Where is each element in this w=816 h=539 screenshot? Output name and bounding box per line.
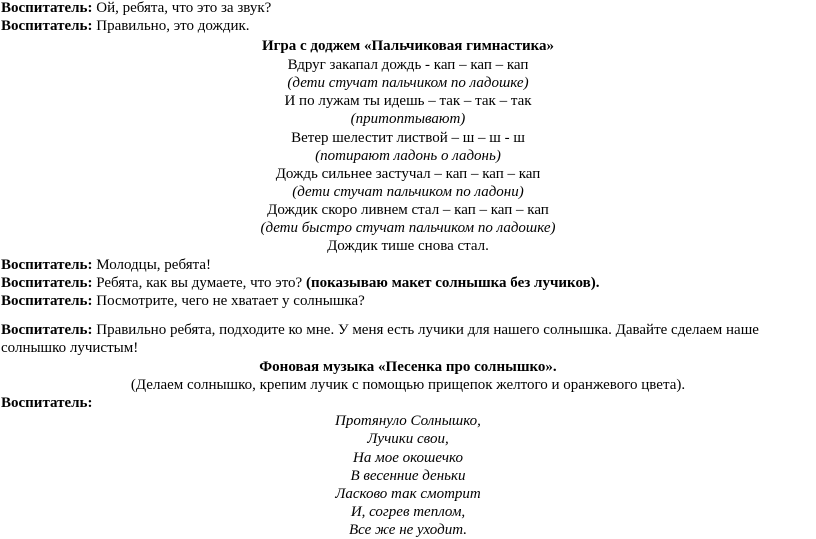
dialogue-line: Воспитатель: Ребята, как вы думаете, что это? (показываю макет солнышка без лучиков). — [1, 275, 600, 291]
speaker-label: Воспитатель: — [1, 322, 93, 338]
music-note: (Делаем солнышко, крепим лучик с помощью прищепок желтого и оранжевого цвета). — [130, 377, 686, 393]
poem-stage-direction: (дети стучат пальчиком по ладони) — [292, 184, 524, 200]
poem-line: И, согрев теплом, — [350, 504, 466, 520]
poem-line: На мое окошечко — [353, 450, 463, 466]
poem-line: И по лужам ты идешь – так – так – так — [284, 93, 532, 109]
speaker-label: Воспитатель: — [1, 18, 93, 34]
poem-line: В весенние деньки — [350, 468, 466, 484]
poem-stage-direction: (дети быстро стучат пальчиком по ладошке) — [260, 220, 556, 236]
dialogue-line: Воспитатель: Ой, ребята, что это за звук? — [1, 0, 272, 16]
poem-line: Лучики свои, — [367, 431, 449, 447]
dialogue-line: Воспитатель: Правильно, это дождик. — [1, 18, 250, 34]
speaker-label: Воспитатель: — [1, 0, 93, 16]
poem-line: Дождик тише снова стал. — [327, 238, 489, 254]
dialogue-line — [1, 394, 92, 412]
dialogue-line-continued: солнышко лучистым! — [1, 340, 139, 356]
poem-line: Дождь сильнее застучал – кап – кап – кап — [275, 166, 541, 182]
speaker-label: Воспитатель: — [1, 275, 93, 291]
speaker-label: Воспитатель: — [1, 257, 93, 273]
poem-stage-direction: (притоптывают) — [350, 111, 466, 127]
poem-line: Протянуло Солнышко, — [335, 413, 481, 429]
poem-line: Все же не уходит. — [349, 522, 467, 538]
speaker-label: Воспитатель: — [1, 293, 93, 309]
action-note: (показываю макет солнышка без лучиков). — [305, 275, 600, 291]
poem-line: Ласково так смотрит — [335, 486, 481, 502]
poem-line: Дождик скоро ливнем стал – кап – кап – кап — [267, 202, 549, 218]
speaker-label: Воспитатель: — [1, 395, 93, 411]
music-title: Фоновая музыка «Песенка про солнышко». — [259, 359, 557, 375]
poem-stage-direction: (дети стучат пальчиком по ладошке) — [287, 75, 529, 91]
poem-line: Ветер шелестит листвой – ш – ш - ш — [291, 130, 525, 146]
dialogue-line: Воспитатель: Правильно ребята, подходите ко мне. У меня есть лучики для нашего солнышка. Давайте сделаем наше — [1, 322, 759, 338]
dialogue-line: Воспитатель: Посмотрите, чего не хватает у солнышка? — [1, 293, 365, 309]
poem-line: Вдруг закапал дождь - кап – кап – кап — [287, 57, 529, 73]
game-title: Игра с доджем «Пальчиковая гимнастика» — [261, 38, 555, 54]
dialogue-line: Воспитатель: Молодцы, ребята! — [1, 257, 211, 273]
poem-stage-direction: (потирают ладонь о ладонь) — [315, 148, 501, 164]
